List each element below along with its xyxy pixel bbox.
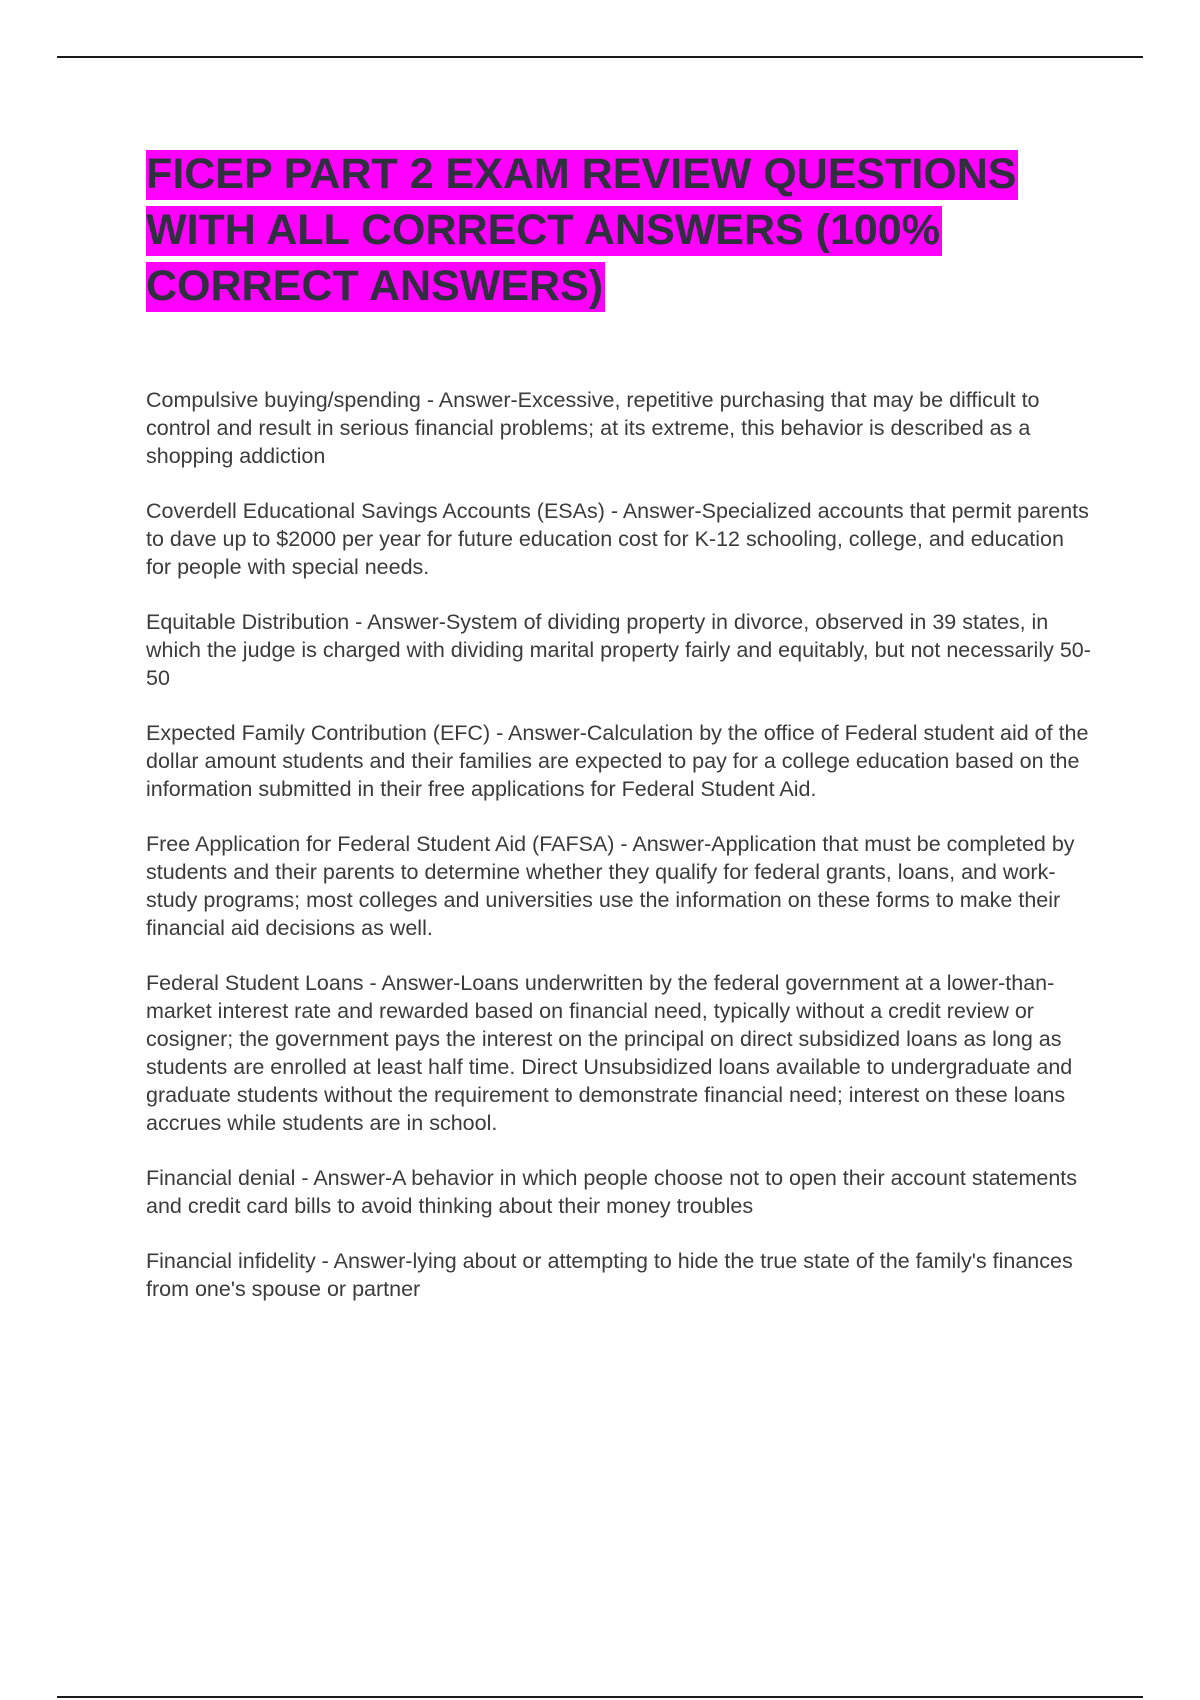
entry-item: Expected Family Contribution (EFC) - Answer-Calculation by the office of Federal student aid of the dollar amount students and their families are expected to pay for a college education based on the information submitted in their free applications for Federal Student Aid. bbox=[146, 721, 1089, 801]
entry-item: Compulsive buying/spending - Answer-Excessive, repetitive purchasing that may be difficult to control and result in serious financial problems; at its extreme, this behavior is described as a shopping addiction bbox=[146, 388, 1040, 468]
entry-item: Federal Student Loans - Answer-Loans underwritten by the federal government at a lower-than-market interest rate and rewarded based on financial need, typically without a credit review or cosigner; the government pays the interest on the principal on direct subsidized loans as long as students are enrolled at least half time. Direct Unsubsidized loans available to undergraduate and graduate students without the requirement to demonstrate financial need; interest on these loans accrues while students are in school. bbox=[146, 971, 1073, 1135]
entry-item: Equitable Distribution - Answer-System of dividing property in divorce, observed in 39 states, in which the judge is charged with dividing marital property fairly and equitably, but not necessarily 50-50 bbox=[146, 610, 1091, 690]
entry-item: Financial infidelity - Answer-lying about or attempting to hide the true state of the family's finances from one's spouse or partner bbox=[146, 1249, 1073, 1301]
title-block bbox=[146, 146, 1106, 314]
top-rule bbox=[57, 56, 1143, 58]
bottom-rule bbox=[57, 1696, 1143, 1698]
entry-item: Free Application for Federal Student Aid (FAFSA) - Answer-Application that must be completed by students and their parents to determine whether they qualify for federal grants, loans, and work-study programs; most colleges and universities use the information on these forms to make their financial aid decisions as well. bbox=[146, 832, 1075, 940]
entry-list bbox=[146, 386, 1091, 1330]
title-highlight: FICEP PART 2 EXAM REVIEW QUESTIONS WITH ALL CORRECT ANSWERS (100% CORRECT ANSWERS) bbox=[146, 150, 1017, 310]
entry-item: Financial denial - Answer-A behavior in which people choose not to open their account statements and credit card bills to avoid thinking about their money troubles bbox=[146, 1166, 1078, 1218]
document-title bbox=[146, 146, 1106, 314]
entry-item: Coverdell Educational Savings Accounts (ESAs) - Answer-Specialized accounts that permit parents to dave up to $2000 per year for future education cost for K-12 schooling, college, and education for people with special needs. bbox=[146, 499, 1089, 579]
